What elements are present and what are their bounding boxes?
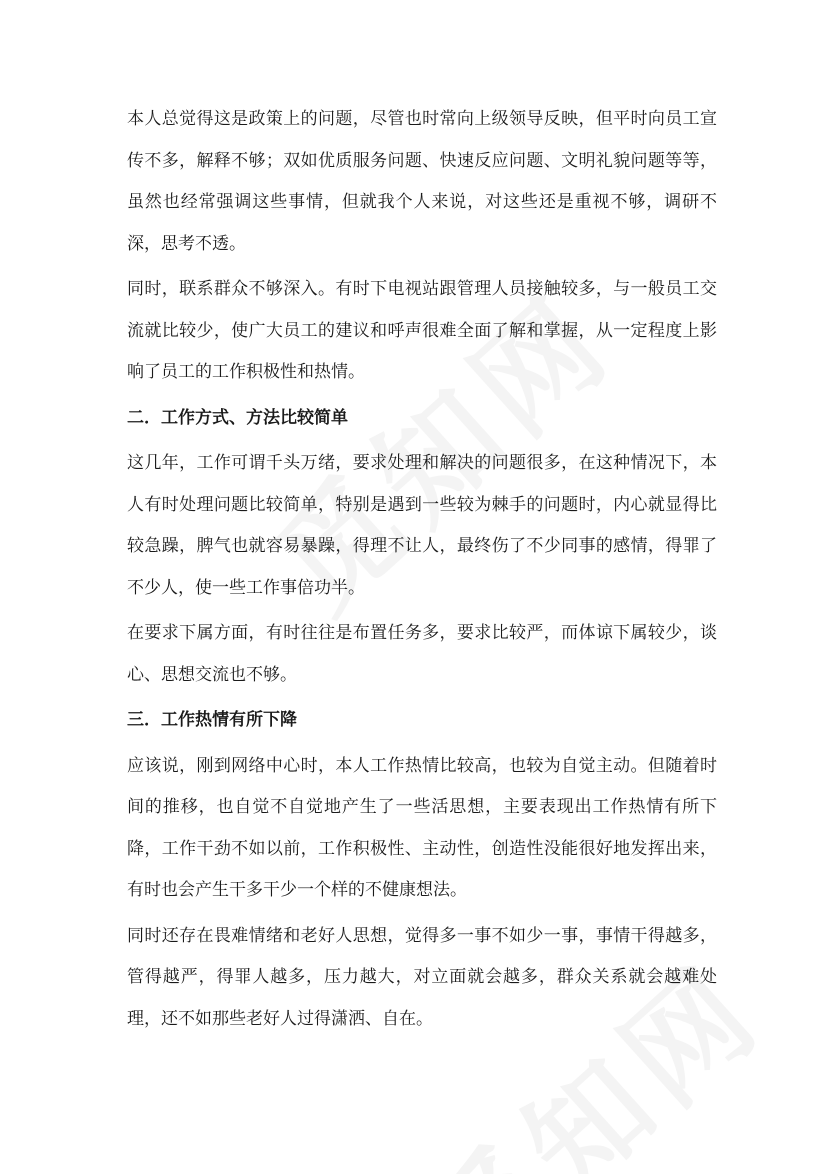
paragraph-enthusiasm-decline: 应该说，刚到网络中心时，本人工作热情比较高，也较为自觉主动。但随着时间的推移，也自觉不自觉地产生了一些活思想，主要表现出工作热情有所下降，工作干劲不如以前，工作积极性、主动性，创造性没能很好地发挥出来，有时也会产生干多干少一个样的不健康想法。 xyxy=(127,755,717,900)
section-heading-work-enthusiasm: 三．工作热情有所下降 xyxy=(127,710,297,730)
paragraph-work-complexity: 这几年，工作可谓千头万绪，要求处理和解决的问题很多，在这种情况下，本人有时处理问题比较简单，特别是遇到一些较为棘手的问题时，内心就显得比较急躁，脾气也就容易暴躁，得理不让人，最终伤了不少同事的感情，得罪了不少人，使一些工作事倍功半。 xyxy=(127,453,717,598)
paragraph-avoidance-mindset: 同时还存在畏难情绪和老好人思想，觉得多一事不如少一事，事情干得越多，管得越严，得罪人越多，压力越大，对立面就会越多，群众关系就会越难处理，还不如那些老好人过得潇洒、自在。 xyxy=(127,925,717,1029)
paragraph-subordinates: 在要求下属方面，有时往往是布置任务多，要求比较严，而体谅下属较少，谈心、思想交流也不够。 xyxy=(127,623,717,685)
paragraph-policy-issue: 本人总觉得这是政策上的问题，尽管也时常向上级领导反映，但平时向员工宣传不多，解释不够；双如优质服务问题、快速反应问题、文明礼貌问题等等，虽然也经常强调这些事情，但就我个人来说，对这些还是重视不够，调研不深，思考不透。 xyxy=(127,109,717,254)
paragraph-contact-masses: 同时，联系群众不够深入。有时下电视站跟管理人员接触较多，与一般员工交流就比较少，使广大员工的建议和呼声很难全面了解和掌握，从一定程度上影响了员工的工作积极性和热情。 xyxy=(127,279,717,382)
document-body xyxy=(127,99,717,1044)
section-heading-work-method: 二．工作方式、方法比较简单 xyxy=(127,407,348,428)
